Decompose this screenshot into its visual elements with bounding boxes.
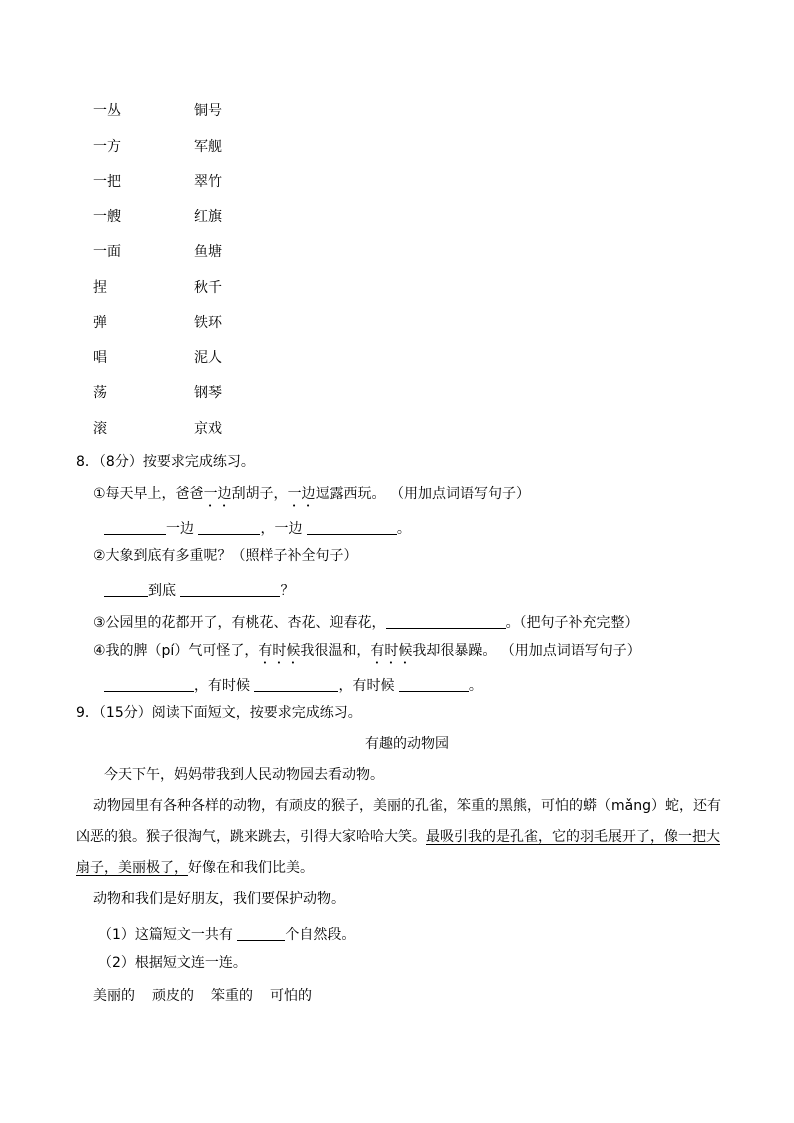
- fill-connector: ，一边: [260, 521, 303, 537]
- answer-blank[interactable]: [399, 677, 469, 692]
- answer-blank[interactable]: [104, 582, 148, 597]
- match-right-item: 秋千: [194, 280, 222, 296]
- answer-blank[interactable]: [254, 677, 338, 692]
- fill-connector: ？: [280, 583, 295, 599]
- fill-connector: 。: [468, 678, 483, 694]
- subquestion-text: （1）这篇短文一共有: [98, 927, 238, 943]
- passage-paragraph-1: 今天下午，妈妈带我到人民动物园去看动物。: [104, 767, 384, 783]
- q8-fill-line-1: [104, 518, 411, 536]
- subquestion-text: 个自然段。: [285, 927, 356, 943]
- fill-connector: ，有时候: [194, 678, 250, 694]
- answer-blank[interactable]: [237, 926, 285, 941]
- match-right-item: 铁环: [194, 315, 222, 331]
- q8-s1-text-c: 逗露西玩。 （用加点词语写句子）: [315, 486, 531, 502]
- underlined-sentence: 扇子，美丽极了，: [76, 860, 188, 876]
- q8-sentence-1: [93, 486, 530, 510]
- passage-paragraph-2-line-2: [76, 830, 720, 844]
- fill-connector: 。: [396, 521, 411, 537]
- q8-s3-text-b: 。（把句子补充完整）: [505, 615, 639, 631]
- q8-s4-text-b: 我很温和，: [300, 643, 371, 659]
- passage-text: 凶恶的狼。猴子很淘气，跳来跳去，引得大家哈哈大笑。: [76, 829, 426, 845]
- match-right-item: 铜号: [194, 103, 222, 119]
- match-left-item: 一把: [93, 174, 121, 190]
- q8-s1-text-b: 刮胡子，: [231, 486, 288, 502]
- q8-fill-line-4: [104, 675, 483, 693]
- match-left-item: 唱: [93, 350, 107, 366]
- match-right-item: 钢琴: [194, 385, 222, 401]
- match-right-item: 红旗: [194, 209, 222, 225]
- q9-subquestion-2: （2）根据短文连一连。: [98, 955, 247, 971]
- q8-s1-dotted-word-1: 一边: [203, 486, 232, 502]
- match-left-item: 荡: [93, 385, 107, 401]
- question-title: 8．（8分）按要求完成练习。: [76, 454, 255, 470]
- match-right-item: 翠竹: [194, 174, 222, 190]
- fill-connector: ，有时候: [338, 678, 395, 694]
- q8-s4-dotted-word-1: 有时候: [258, 643, 301, 659]
- match-left-item: 一方: [93, 139, 121, 155]
- answer-blank[interactable]: [307, 520, 397, 535]
- passage-paragraph-3: 动物和我们是好朋友，我们要保护动物。: [93, 891, 345, 907]
- match-right-item: 京戏: [194, 421, 222, 437]
- passage-paragraph-2-line-3: [76, 861, 314, 875]
- answer-blank[interactable]: [104, 677, 194, 692]
- adjective-item: 笨重的: [211, 988, 253, 1004]
- match-left-item: 弹: [93, 315, 107, 331]
- fill-connector: 到底: [148, 583, 176, 599]
- answer-blank[interactable]: [198, 520, 260, 535]
- q8-s4-text-a: ④我的脾（pí）气可怪了，: [93, 643, 259, 659]
- match-left-item: 滚: [93, 421, 107, 437]
- q8-sentence-3: [93, 612, 639, 630]
- underlined-sentence: 最吸引我的是孔雀，它的羽毛展开了，像一把大: [426, 829, 720, 845]
- fill-connector: 一边: [166, 521, 194, 537]
- adjective-item: 可怕的: [270, 988, 312, 1004]
- answer-blank[interactable]: [104, 520, 166, 535]
- question-title: 9．（15分）阅读下面短文，按要求完成练习。: [76, 705, 362, 721]
- q8-s4-dotted-word-2: 有时候: [370, 643, 413, 659]
- q8-s1-dotted-word-2: 一边: [287, 486, 316, 502]
- q8-fill-line-2: [104, 580, 294, 598]
- match-right-item: 鱼塘: [194, 244, 222, 260]
- answer-blank[interactable]: [180, 582, 280, 597]
- q8-s4-text-c: 我却很暴躁。 （用加点词语写句子）: [412, 643, 641, 659]
- passage-paragraph-2-line-1: 动物园里有各种各样的动物，有顽皮的猴子，美丽的孔雀，笨重的黑熊，可怕的蟒（mǎng）蛇，还有: [93, 798, 721, 814]
- q8-s1-text-a: ①每天早上，爸爸: [93, 486, 204, 502]
- passage-text: 好像在和我们比美。: [188, 860, 314, 876]
- match-left-item: 一丛: [93, 103, 121, 119]
- q9-subquestion-1: [98, 924, 355, 942]
- q8-sentence-4: [93, 643, 641, 667]
- q8-sentence-2: ②大象到底有多重呢？（照样子补全句子）: [93, 548, 358, 564]
- answer-blank[interactable]: [386, 614, 506, 629]
- adjective-item: 美丽的: [93, 988, 135, 1004]
- match-left-item: 捏: [93, 280, 107, 296]
- match-right-item: 军舰: [194, 139, 222, 155]
- match-right-item: 泥人: [194, 350, 222, 366]
- match-left-item: 一艘: [93, 209, 121, 225]
- q8-s3-text-a: ③公园里的花都开了，有桃花、杏花、迎春花，: [93, 615, 386, 631]
- passage-title: 有趣的动物园: [365, 736, 449, 752]
- adjective-item: 顽皮的: [152, 988, 194, 1004]
- match-left-item: 一面: [93, 244, 121, 260]
